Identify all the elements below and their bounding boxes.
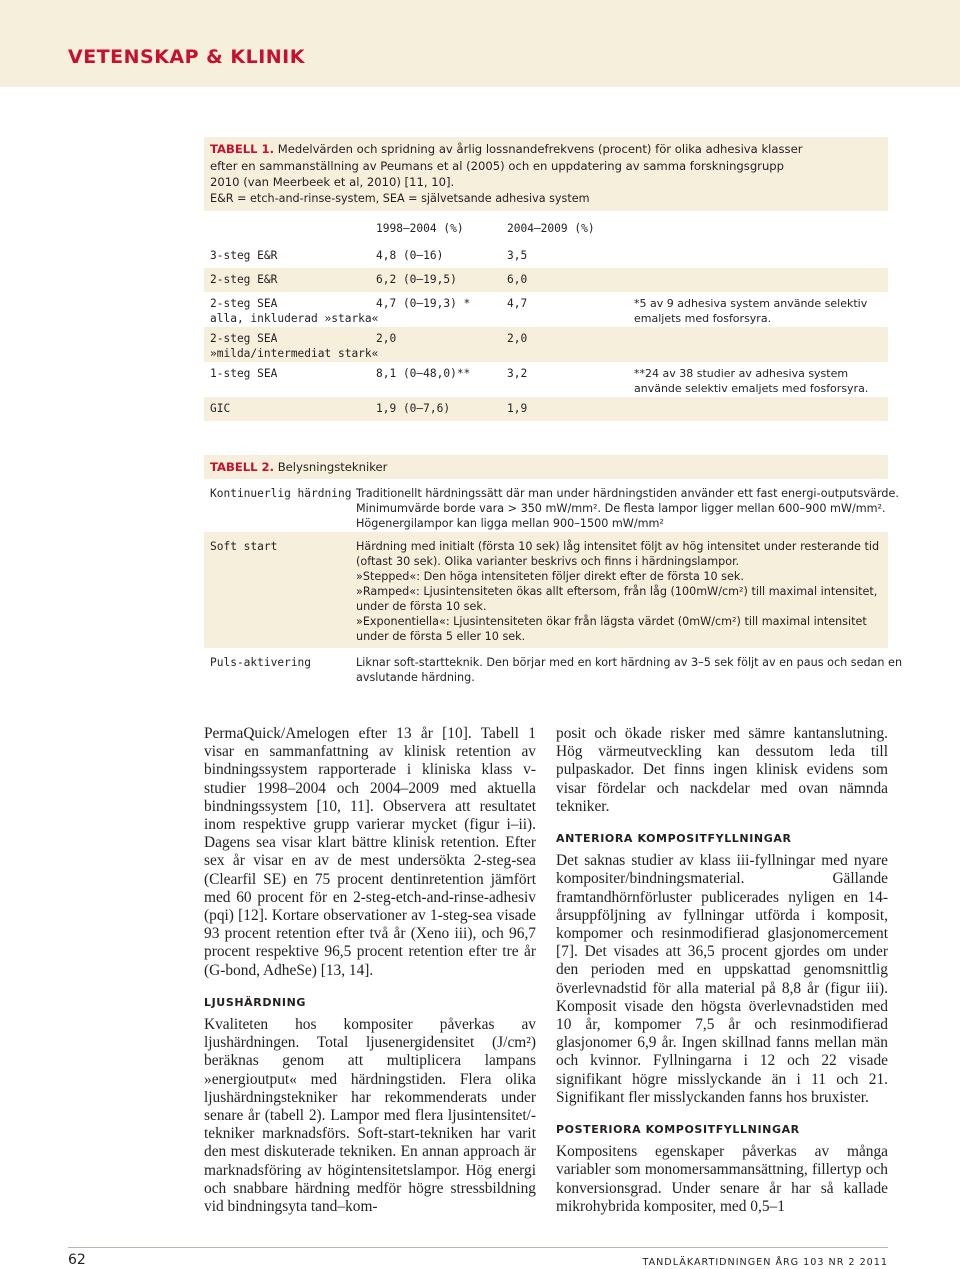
- table-1-abbreviations: E&R = etch-and-rinse-system, SEA = självetsande adhesiva system: [210, 191, 590, 205]
- technique-description: Liknar soft-startteknik. Den börjar med en kort härdning av 3–5 sek följt av en paus och sedan en avslutande härdning.: [356, 656, 903, 684]
- row-note: *5 av 9 adhesiva system använde selektiv emaljets med fosforsyra.: [634, 297, 868, 325]
- table-1-caption-line: 2010 (van Meerbeek et al, 2010) [11, 10].: [210, 175, 455, 189]
- table-1-caption: [204, 137, 888, 211]
- journal-name: TANDLÄKARTIDNINGEN ÅRG 103 NR 2 2011: [642, 1257, 888, 1268]
- cell-1998-2004: 4,7 (0–19,3) *: [376, 297, 471, 310]
- header-band: [0, 0, 960, 87]
- row-label: 3-steg E&R: [210, 249, 278, 262]
- cell-1998-2004: 1,9 (0–7,6): [376, 402, 451, 415]
- table-2-title: Belysningstekniker: [274, 460, 388, 474]
- technique-description: Traditionellt härdningssätt där man under härdningstiden använder ett fast energi-outputsvärde. Minimumvärde borde vara > 350 mW/mm². De flesta lampor ligger mellan 600–900 mW/mm². Högenergilampor kan ligga mellan 900–1500 mW/mm²: [356, 487, 899, 530]
- cell-2004-2009: 3,5: [507, 249, 528, 262]
- table-row: [204, 479, 899, 532]
- cell-1998-2004: 2,0: [376, 332, 397, 345]
- row-note: **24 av 38 studier av adhesiva system använde selektiv emaljets med fosforsyra.: [634, 367, 869, 395]
- cell-2004-2009: 1,9: [507, 402, 528, 415]
- table-2: [204, 455, 903, 690]
- table-1-caption-line: Medelvärden och spridning av årlig lossnandefrekvens (procent) för olika adhesiva klasser: [274, 142, 803, 156]
- section-heading: POSTERIORA KOMPOSITFYLLNINGAR: [556, 1123, 800, 1137]
- row-label: 1-steg SEA: [210, 367, 278, 380]
- table-row: [204, 362, 888, 397]
- table-row: [204, 327, 888, 362]
- body-paragraph: PermaQuick/Amelogen efter 13 år [10]. Tabell 1 visar en sammanfattning av klinisk retention av bindningssystem rapporterade i kliniska klass v-studier 1998–2004 och 2004–2009 med aktuella bindningssystem [10, 11]. Observera att resultatet inom respektive grupp varierar mycket (figur i–ii). Dagens sea visar klart bättre klinisk retention. Efter sex år visar en av de mest undersökta 2-steg-sea (Clearfil SE) en 75 procent dentinretention jämfört med 60 procent för en 2-steg-etch-and-rinse-adhesiv (pqi) [12]. Kortare observationer av 1-steg-sea visade 93 procent retention efter två år (Xeno iii), och 96,7 procent respektive 96,5 procent retention efter tre år (G-bond, AdheSe) [13, 14].: [204, 725, 536, 979]
- column-header: 2004–2009 (%): [507, 222, 595, 235]
- table-2-caption: [204, 455, 888, 479]
- row-label: 2-steg SEA »milda/intermediat stark«: [210, 332, 379, 360]
- technique-name: Puls-aktivering: [210, 656, 312, 669]
- row-label: GIC: [210, 402, 231, 415]
- page-number: 62: [68, 1252, 86, 1268]
- cell-2004-2009: 4,7: [507, 297, 528, 310]
- column-header: 1998–2004 (%): [376, 222, 464, 235]
- row-label: 2-steg E&R: [210, 273, 278, 286]
- cell-2004-2009: 6,0: [507, 273, 528, 286]
- table-row: [204, 532, 888, 648]
- body-column-left: [204, 725, 536, 1216]
- technique-name: Soft start: [210, 540, 278, 553]
- table-row: [204, 244, 888, 268]
- cell-1998-2004: 8,1 (0–48,0)**: [376, 367, 471, 380]
- row-label: 2-steg SEA alla, inkluderad »starka«: [210, 297, 379, 325]
- technique-description: Härdning med initialt (första 10 sek) låg intensitet följt av hög intensitet under resterande tid (oftast 30 sek). Olika varianter beskrivs och finns i härdningslampor. »Stepped«: Den höga intensiteten följer direkt efter de första 10 sek. »Ramped«: Ljusintensiteten ökas allt eftersom, från låg (100mW/cm²) till maximal intensitet, under de första 10 sek. »Exponentiella«: Ljusintensiteten ökar från lägsta värdet (0mW/cm²) till maximal intensitet under de första 5 eller 10 sek.: [356, 540, 880, 643]
- table-row: [204, 268, 888, 292]
- table-row: [204, 648, 903, 690]
- footer-rule: [68, 1247, 888, 1248]
- cell-1998-2004: 4,8 (0–16): [376, 249, 444, 262]
- cell-2004-2009: 3,2: [507, 367, 528, 380]
- table-row: [204, 397, 888, 421]
- section-heading: LJUSHÄRDNING: [204, 995, 307, 1009]
- section-title: VETENSKAP & KLINIK: [68, 46, 305, 68]
- body-paragraph: posit och ökade risker med sämre kantanslutning. Hög värmeutveckling kan dessutom leda till pulpaskador. Det finns ingen klinisk evidens som visar fördelar och nackdelar med ovan nämnda tekniker.: [556, 725, 888, 815]
- body-column-right: [556, 725, 888, 1216]
- table-row: [204, 292, 888, 327]
- cell-2004-2009: 2,0: [507, 332, 528, 345]
- cell-1998-2004: 6,2 (0–19,5): [376, 273, 457, 286]
- table-1-label: TABELL 1.: [210, 142, 275, 156]
- table-2-label: TABELL 2.: [210, 460, 275, 474]
- body-paragraph: Det saknas studier av klass iii-fyllningar med nyare kompositer/bindningsmaterial. Gällande framtandhörnförluster publicerades nyligen en 14-årsuppföljning av fyllningar utförda i komposit, kompomer och resinmodifierad glasjonomercement [7]. Det visades att 36,5 procent gjordes om under den perioden med en uppskattad genomsnittlig överlevnadstid för alla material på 8,8 år (figur iii). Komposit visade den högsta överlevnadstiden med 10 år, kompomer 7,5 år och resinmodifierad glasjonomer 6,9 år. Ingen skillnad fanns mellan män och kvinnor. Fyllningarna i 12 och 22 visade signifikant högre misslyckande än i 11 och 21. Signifikant fler misslyckanden fanns hos bruxister.: [556, 852, 888, 1106]
- body-paragraph: Kvaliteten hos kompositer påverkas av ljushärdningen. Total ljusenergidensitet (J/cm²) beräknas genom att multiplicera lampans »energioutput« med härdningstiden. Flera olika ljushärdningstekniker har rekommenderats under senare år (tabell 2). Lampor med flera ljusintensitet/-tekniker marknadsförs. Soft-start-tekniken har varit den mest diskuterade tekniken. En annan approach är marknadsföring av högintensitetslampor. Hög energi och snabbare härdning medför högre stressbildning vid bindningsyta tand–kom-: [204, 1016, 536, 1216]
- table-1-caption-line: efter en sammanställning av Peumans et al (2005) och en uppdatering av samma forskningsgrupp: [210, 158, 785, 173]
- table-1: [204, 137, 888, 421]
- technique-name: Kontinuerlig härdning: [210, 487, 352, 500]
- body-paragraph: Kompositens egenskaper påverkas av många variabler som monomersammansättning, fillertyp och konversionsgrad. Under senare år har så kallade mikrohybrida kompositer, med 0,5–1: [556, 1143, 888, 1215]
- section-heading: ANTERIORA KOMPOSITFYLLNINGAR: [556, 832, 792, 846]
- table-1-header-row: [204, 211, 888, 244]
